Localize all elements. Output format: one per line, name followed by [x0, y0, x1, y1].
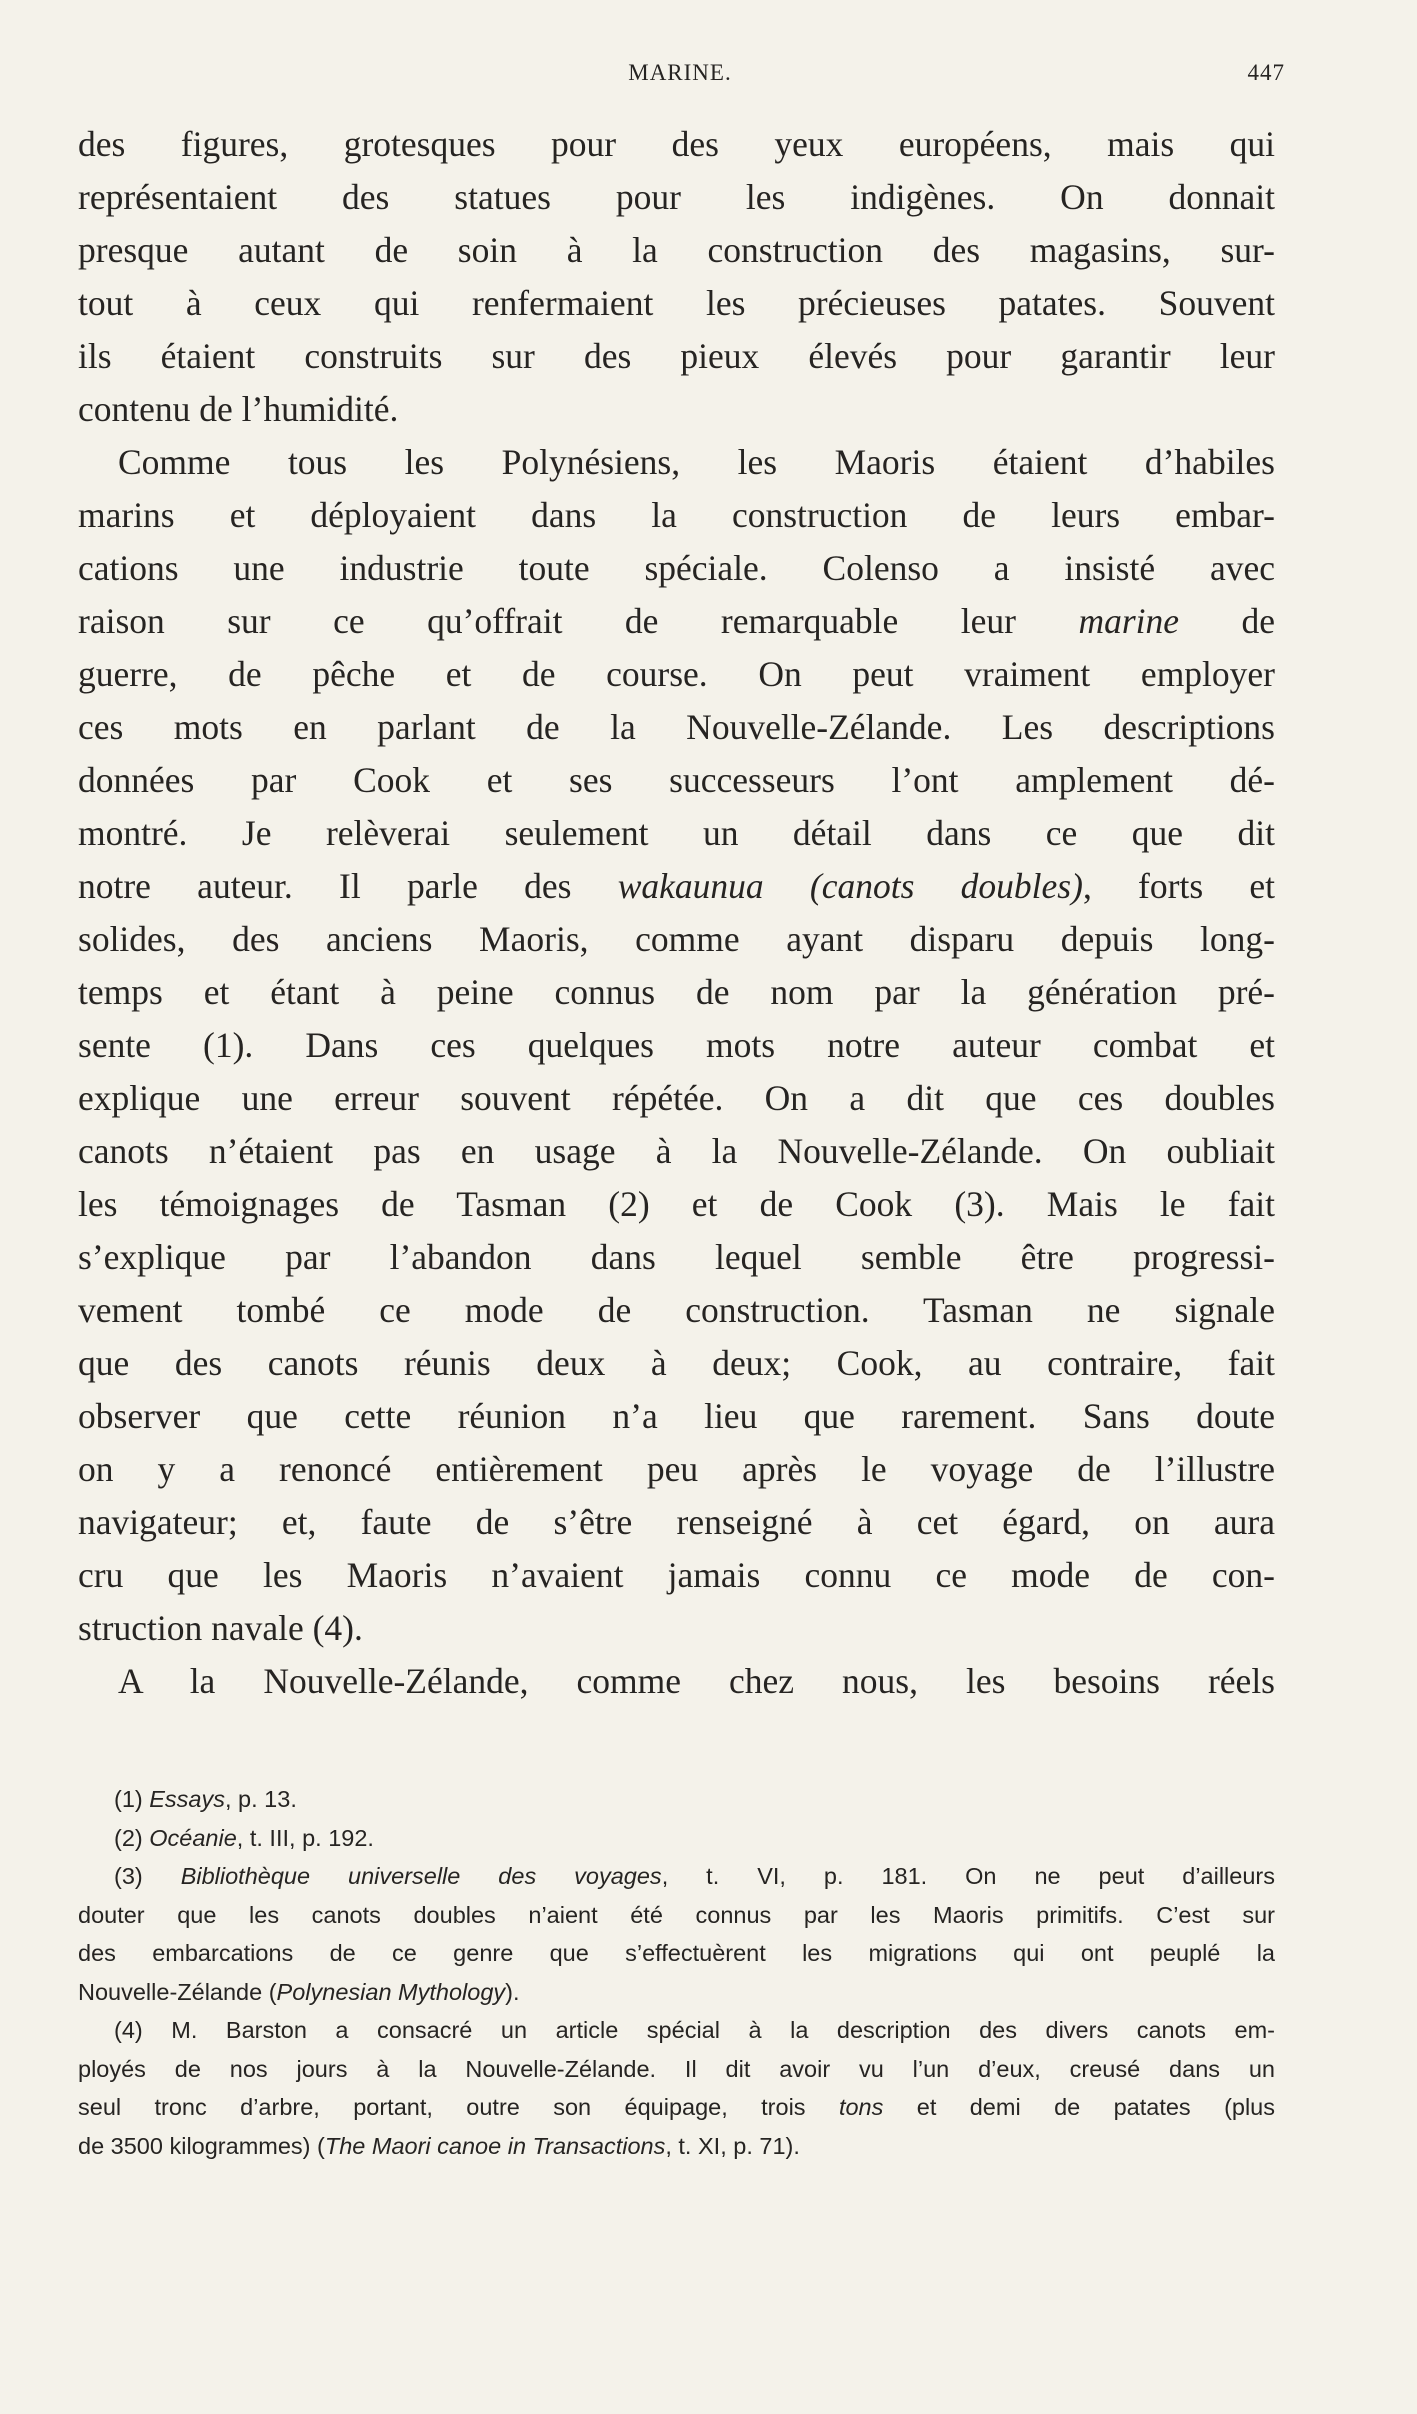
text-line: [78, 595, 1275, 648]
text-segment: ).: [505, 1978, 520, 2005]
text-line: que des canots réunis deux à deux; Cook, au contraire, fait: [78, 1343, 1275, 1383]
footnote-1: [78, 1780, 1275, 1819]
footnote-3: [78, 1857, 1275, 1896]
footnote-line: ployés de nos jours à la Nouvelle-Zélande. Il dit avoir vu l’un d’eux, creusé dans un: [78, 2055, 1275, 2082]
footnote-2: [78, 1819, 1275, 1858]
footnotes: [78, 1780, 1275, 2165]
text-line: guerre, de pêche et de course. On peut vraiment employer: [78, 654, 1275, 694]
text-line: cru que les Maoris n’avaient jamais connu ce mode de con-: [78, 1555, 1275, 1595]
footnote-title: Polynesian Mythology: [276, 1978, 506, 2005]
text-line: on y a renoncé entièrement peu après le voyage de l’illustre: [78, 1449, 1275, 1489]
text-line: struction navale (4).: [78, 1608, 363, 1648]
footnote-line: [78, 2088, 1275, 2127]
text-segment: de 3500 kilogrammes) (: [78, 2132, 325, 2159]
footnote-line: douter que les canots doubles n’aient été connus par les Maoris primitifs. C’est sur: [78, 1901, 1275, 1928]
footnote-number: (3): [114, 1863, 181, 1889]
text-line: A la Nouvelle-Zélande, comme chez nous, les besoins réels: [118, 1661, 1275, 1701]
text-segment: Nouvelle-Zélande (: [78, 1978, 277, 2005]
footnote-number: (1): [114, 1786, 150, 1812]
footnote-title: Essays: [149, 1786, 225, 1812]
text-segment: de: [1179, 601, 1275, 641]
text-line: presque autant de soin à la construction des magasins, sur-: [78, 230, 1275, 270]
footnote-title: The Maori canoe in Transactions: [324, 2132, 666, 2159]
text-line: explique une erreur souvent répétée. On a dit que ces doubles: [78, 1078, 1275, 1118]
footnote-line: [78, 1973, 1275, 2012]
text-line: canots n’étaient pas en usage à la Nouvelle-Zélande. On oubliait: [78, 1131, 1275, 1171]
running-head-title: MARINE.: [628, 60, 732, 85]
text-line: s’explique par l’abandon dans lequel semble être progressi-: [78, 1237, 1275, 1277]
italic-term: (canots doubles): [809, 866, 1083, 906]
text-line: marins et déployaient dans la construction de leurs embar-: [78, 495, 1275, 535]
footnote-4: (4) M. Barston a consacré un article spécial à la description des divers canots em-: [114, 2017, 1275, 2043]
text-segment: notre auteur. Il parle des: [78, 866, 618, 906]
italic-term: tons: [838, 2094, 884, 2120]
footnote-title: Océanie: [149, 1824, 237, 1851]
text-segment: seul tronc d’arbre, portant, outre son équipage, trois: [78, 2094, 839, 2120]
text-line: des figures, grotesques pour des yeux européens, mais qui: [78, 124, 1275, 164]
text-segment: , t. XI, p. 71).: [665, 2132, 800, 2159]
text-segment: , t. VI, p. 181. On ne peut d’ailleurs: [661, 1863, 1275, 1889]
page-number: 447: [1247, 60, 1285, 85]
text-line: ces mots en parlant de la Nouvelle-Zélande. Les descriptions: [78, 707, 1275, 747]
text-line: montré. Je relèverai seulement un détail dans ce que dit: [78, 813, 1275, 853]
text-segment: raison sur ce qu’offrait de remarquable leur: [78, 601, 1079, 641]
text-line: les témoignages de Tasman (2) et de Cook (3). Mais le fait: [78, 1184, 1275, 1224]
text-line: vement tombé ce mode de construction. Tasman ne signale: [78, 1290, 1275, 1330]
text-line: données par Cook et ses successeurs l’ont amplement dé-: [78, 760, 1275, 800]
italic-term: wakaunua: [617, 866, 764, 906]
running-head: [80, 60, 1285, 94]
italic-term: marine: [1078, 601, 1180, 641]
footnote-number: (2): [114, 1824, 150, 1851]
text-line: navigateur; et, faute de s’être renseigné à cet égard, on aura: [78, 1502, 1275, 1542]
footnote-title: Bibliothèque universelle des voyages: [180, 1863, 662, 1889]
text-segment: , forts et: [1082, 866, 1275, 906]
text-line: Comme tous les Polynésiens, les Maoris étaient d’habiles: [118, 442, 1275, 482]
body-text: [78, 118, 1275, 1708]
text-segment: , p. 13.: [225, 1786, 297, 1812]
text-line: contenu de l’humidité.: [78, 389, 399, 429]
text-line: solides, des anciens Maoris, comme ayant disparu depuis long-: [78, 919, 1275, 959]
text-line: tout à ceux qui renfermaient les précieuses patates. Souvent: [78, 283, 1275, 323]
text-line: [78, 860, 1275, 913]
text-segment: , t. III, p. 192.: [236, 1824, 374, 1851]
footnote-line: des embarcations de ce genre que s’effectuèrent les migrations qui ont peuplé la: [78, 1940, 1275, 1966]
text-line: représentaient des statues pour les indigènes. On donnait: [78, 177, 1275, 217]
text-line: ils étaient construits sur des pieux élevés pour garantir leur: [78, 336, 1275, 376]
text-line: cations une industrie toute spéciale. Colenso a insisté avec: [78, 548, 1275, 588]
text-line: sente (1). Dans ces quelques mots notre auteur combat et: [78, 1025, 1275, 1065]
text-line: observer que cette réunion n’a lieu que rarement. Sans doute: [78, 1396, 1275, 1436]
footnote-line: [78, 2127, 1275, 2166]
text-segment: et demi de patates (plus: [883, 2094, 1276, 2120]
text-line: temps et étant à peine connus de nom par la génération pré-: [78, 972, 1275, 1012]
